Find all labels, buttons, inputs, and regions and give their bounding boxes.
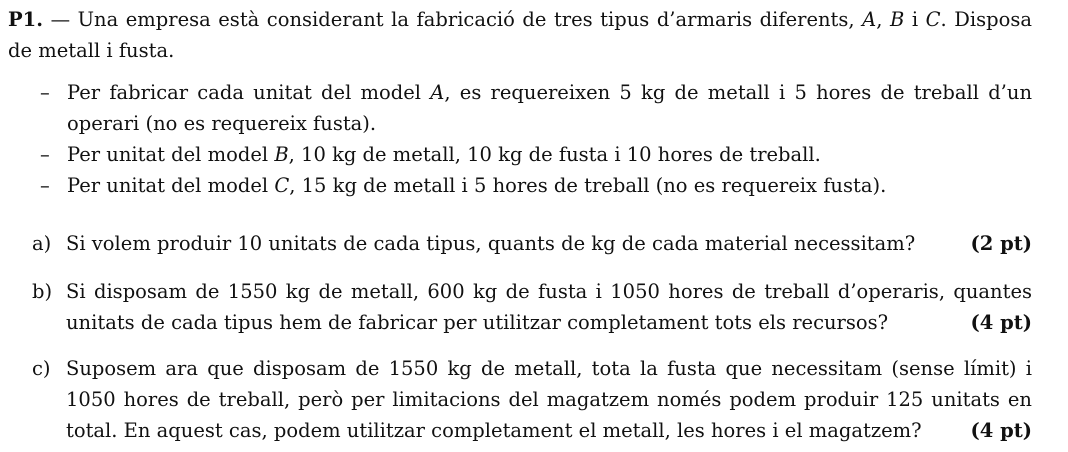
question-a-block [32,228,1032,259]
question-c-block [32,353,1032,446]
model-list [40,77,1032,201]
intro-conj: i [911,8,919,31]
intro-comma: , [876,8,883,31]
bullet-text-after: , es requereixen 5 kg de metall i 5 hores de treball d’un operari (no es requereix fusta). [67,81,1033,135]
bullet-dash: – [40,174,50,197]
problem-dash: — [50,8,71,31]
intro-text: Una empresa està considerant la fabricació de tres tipus d’armaris diferents, [77,8,855,31]
bullet-var: A [430,81,445,104]
var-c: C [925,8,941,31]
question-label: a) [32,232,52,255]
question-text: Si disposam de 1550 kg de metall, 600 kg de fusta i 1050 hores de treball d’operaris, quantes unitats de cada tipus hem de fabricar per utilitzar completament tots els recursos? [66,280,1032,334]
question-label: b) [32,280,53,303]
var-a: A [862,8,877,31]
question-label: c) [32,357,51,380]
question-text: Si volem produir 10 unitats de cada tipus, quants de kg de cada material necessitam? [66,232,916,255]
problem-intro [8,4,1032,66]
var-b: B [889,8,905,31]
bullet-text: Per fabricar cada unitat del model [67,81,422,104]
problem-label: P1. [8,8,44,31]
list-item-model-b [40,139,1032,170]
question-points: (4 pt) [970,419,1032,442]
bullet-dash: – [40,81,50,104]
question-a [32,228,1032,259]
bullet-var: C [274,174,290,197]
bullet-text-after: , 15 kg de metall i 5 hores de treball (no es requereix fusta). [289,174,887,197]
bullet-var: B [274,143,289,166]
bullet-dash: – [40,143,50,166]
bullet-text: Per unitat del model [67,143,269,166]
list-item-model-c [40,170,1032,201]
question-b [32,276,1032,338]
question-c [32,353,1032,446]
bullet-text-after: , 10 kg de metall, 10 kg de fusta i 10 hores de treball. [288,143,821,166]
question-points: (2 pt) [970,232,1032,255]
bullet-text: Per unitat del model [67,174,269,197]
question-points: (4 pt) [970,311,1032,334]
question-b-block [32,276,1032,338]
question-text: Suposem ara que disposam de 1550 kg de metall, tota la fusta que necessitam (sense límit) i 1050 hores de treball, però per limitacions del magatzem només podem produir 125 unitats en total. En aquest cas, podem utilitzar completament el metall, les hores i el magatzem? [66,357,1032,442]
intro-tail: . Disposa de metall i fusta. [8,8,1033,62]
list-item-model-a [40,77,1032,139]
